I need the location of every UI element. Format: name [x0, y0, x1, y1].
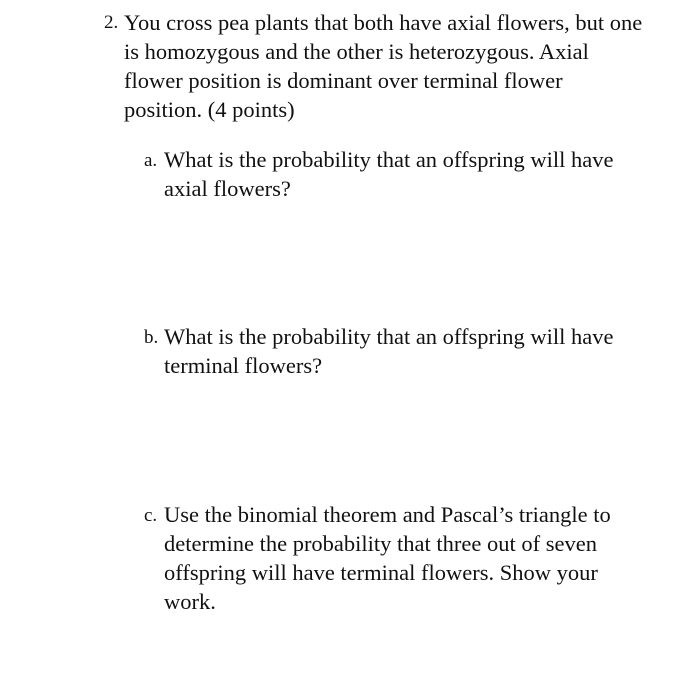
sub-question-letter: c. [144, 505, 158, 526]
sub-question-row [144, 322, 644, 380]
sub-question-row [144, 500, 644, 616]
sub-question-b [144, 322, 644, 380]
sub-question-c [144, 500, 644, 616]
question-2 [104, 8, 644, 124]
sub-question-text: What is the probability that an offspring will have terminal flowers? [164, 324, 614, 378]
sub-question-letter: b. [144, 327, 159, 348]
sub-question-text: Use the binomial theorem and Pascal’s triangle to determine the probability that three out of seven offspring will have terminal flowers. Show your work. [164, 502, 611, 614]
sub-question-a [144, 145, 644, 203]
sub-question-row [144, 145, 644, 203]
question-number: 2. [104, 12, 119, 33]
question-text: You cross pea plants that both have axial flowers, but one is homozygous and the other is heterozygous. Axial flower position is dominant over terminal flower position. (4 points) [124, 10, 643, 122]
question-row [104, 8, 644, 124]
sub-question-text: What is the probability that an offspring will have axial flowers? [164, 147, 614, 201]
sub-question-letter: a. [144, 150, 158, 171]
